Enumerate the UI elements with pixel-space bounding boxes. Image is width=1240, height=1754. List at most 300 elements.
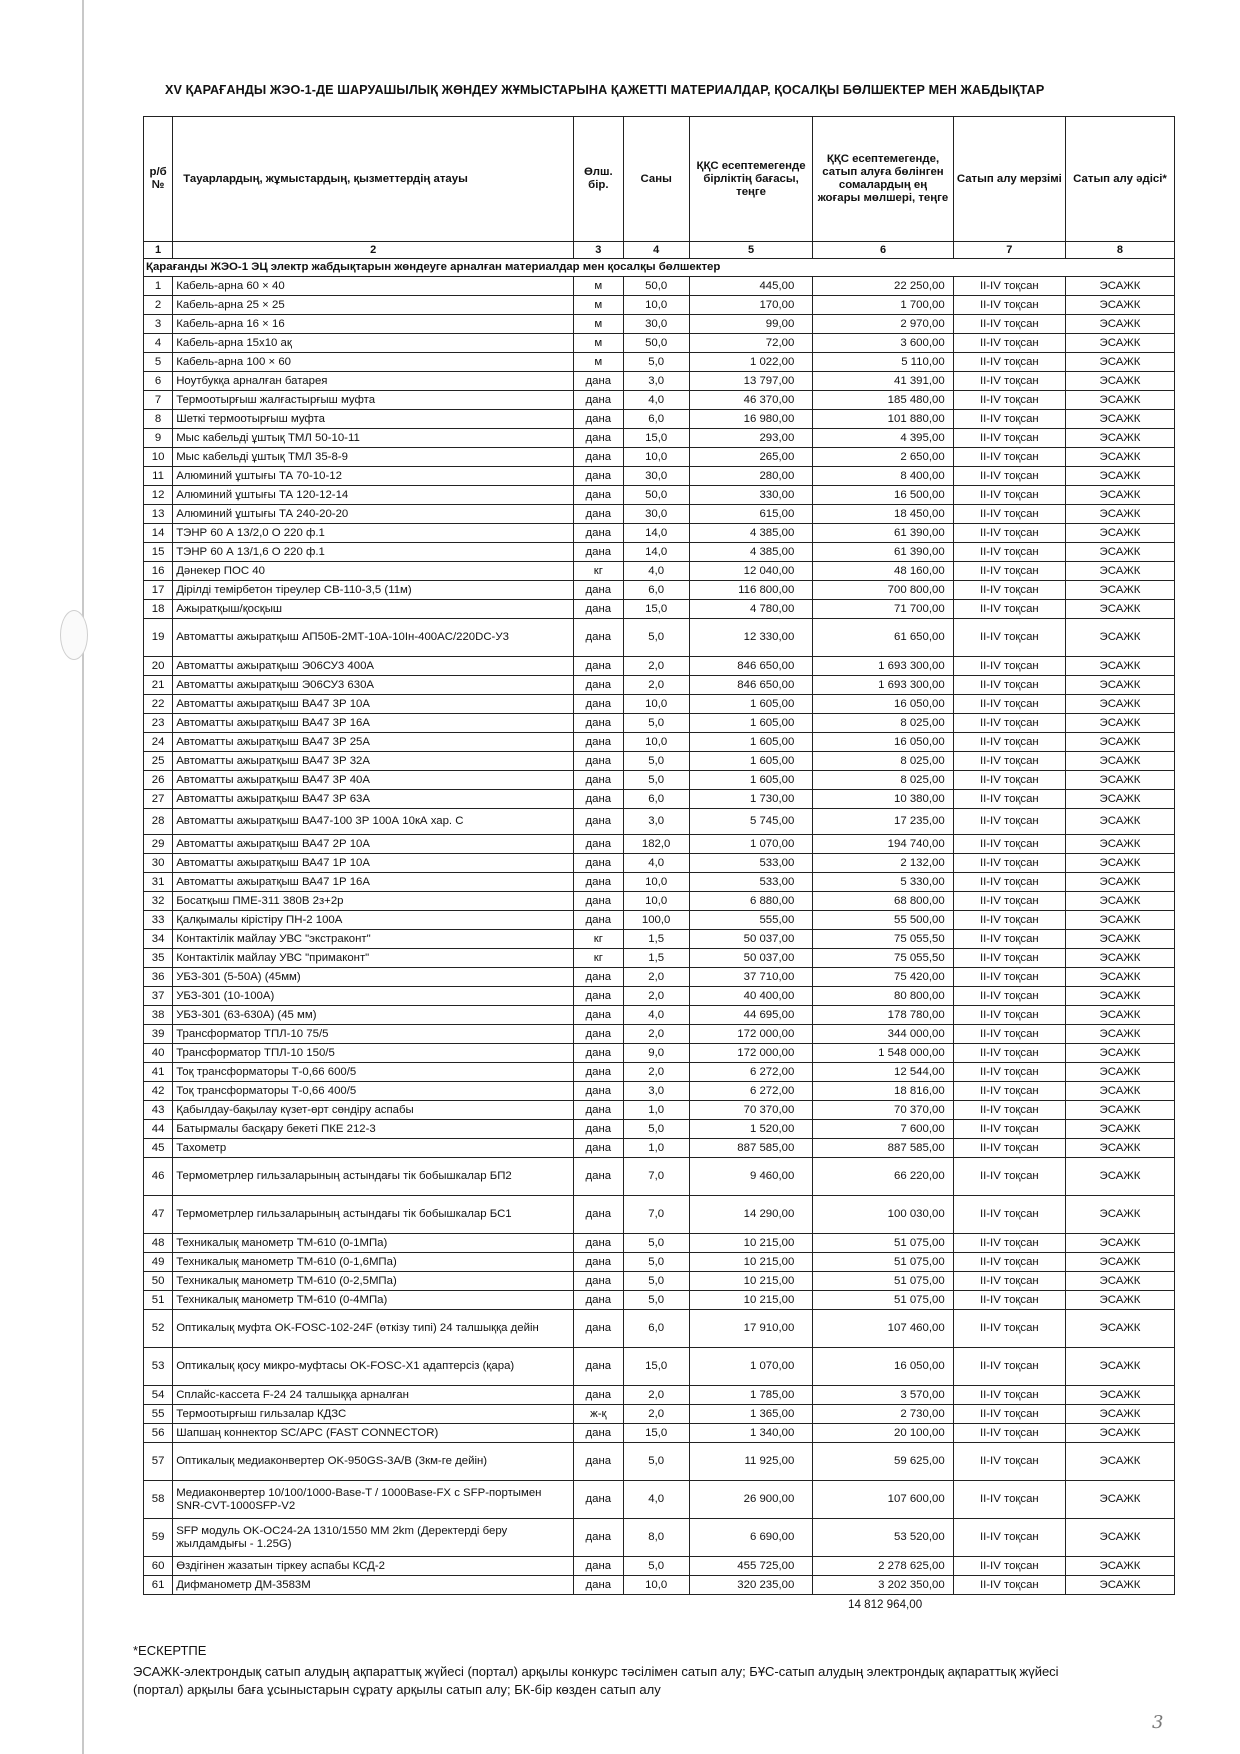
item-purchase-method: ЭСАЖК xyxy=(1065,1424,1174,1443)
item-total-sum: 2 132,00 xyxy=(813,854,953,873)
item-name: Автоматты ажыратқыш ВА47 3Р 40А xyxy=(173,771,574,790)
item-name: УБЗ-301 (5-50А) (45мм) xyxy=(173,968,574,987)
item-purchase-term: II-IV тоқсан xyxy=(953,873,1065,892)
item-name: Оптикалық қосу микро-муфтасы OK-FOSC-X1 адаптерсіз (қара) xyxy=(173,1348,574,1386)
item-purchase-term: II-IV тоқсан xyxy=(953,1443,1065,1481)
item-total-sum: 1 700,00 xyxy=(813,296,953,315)
item-quantity: 10,0 xyxy=(623,733,689,752)
item-unit-price: 16 980,00 xyxy=(689,410,813,429)
item-total-sum: 70 370,00 xyxy=(813,1101,953,1120)
row-number: 59 xyxy=(144,1519,173,1557)
item-unit: дана xyxy=(574,987,623,1006)
item-purchase-method: ЭСАЖК xyxy=(1065,1557,1174,1576)
item-purchase-term: II-IV тоқсан xyxy=(953,1424,1065,1443)
item-purchase-term: II-IV тоқсан xyxy=(953,790,1065,809)
item-total-sum: 8 025,00 xyxy=(813,771,953,790)
table-row xyxy=(144,873,1175,892)
item-name: Дірілді темірбетон тіреулер СВ-110-3,5 (11м) xyxy=(173,581,574,600)
item-unit: дана xyxy=(574,429,623,448)
item-purchase-term: II-IV тоқсан xyxy=(953,1576,1065,1595)
header-name: Тауарлардың, жұмыстардың, қызметтердің атауы xyxy=(173,117,574,242)
item-purchase-method: ЭСАЖК xyxy=(1065,410,1174,429)
item-total-sum: 5 110,00 xyxy=(813,353,953,372)
item-purchase-term: II-IV тоқсан xyxy=(953,315,1065,334)
item-quantity: 2,0 xyxy=(623,968,689,987)
item-total-sum: 7 600,00 xyxy=(813,1120,953,1139)
item-unit-price: 533,00 xyxy=(689,873,813,892)
table-row xyxy=(144,1405,1175,1424)
item-purchase-term: II-IV тоқсан xyxy=(953,1101,1065,1120)
item-quantity: 30,0 xyxy=(623,505,689,524)
item-name: ТЭНР 60 А 13/2,0 О 220 ф.1 xyxy=(173,524,574,543)
item-purchase-method: ЭСАЖК xyxy=(1065,1234,1174,1253)
item-unit: дана xyxy=(574,714,623,733)
item-name: Термометрлер гильзаларының астындағы тік бобышкалар БП2 xyxy=(173,1158,574,1196)
row-number: 45 xyxy=(144,1139,173,1158)
row-number: 52 xyxy=(144,1310,173,1348)
item-purchase-term: II-IV тоқсан xyxy=(953,486,1065,505)
item-purchase-method: ЭСАЖК xyxy=(1065,1481,1174,1519)
item-quantity: 2,0 xyxy=(623,1025,689,1044)
item-unit-price: 445,00 xyxy=(689,277,813,296)
item-quantity: 10,0 xyxy=(623,448,689,467)
item-quantity: 5,0 xyxy=(623,1443,689,1481)
item-total-sum: 55 500,00 xyxy=(813,911,953,930)
table-row xyxy=(144,809,1175,835)
table-row xyxy=(144,315,1175,334)
item-purchase-term: II-IV тоқсан xyxy=(953,353,1065,372)
table-row xyxy=(144,1424,1175,1443)
item-purchase-term: II-IV тоқсан xyxy=(953,911,1065,930)
table-row xyxy=(144,854,1175,873)
row-number: 15 xyxy=(144,543,173,562)
table-row xyxy=(144,892,1175,911)
row-number: 24 xyxy=(144,733,173,752)
item-unit-price: 533,00 xyxy=(689,854,813,873)
table-row xyxy=(144,790,1175,809)
item-unit: дана xyxy=(574,1120,623,1139)
item-purchase-method: ЭСАЖК xyxy=(1065,892,1174,911)
table-row xyxy=(144,1348,1175,1386)
item-total-sum: 1 693 300,00 xyxy=(813,676,953,695)
item-unit-price: 320 235,00 xyxy=(689,1576,813,1595)
item-quantity: 5,0 xyxy=(623,771,689,790)
item-name: Термометрлер гильзаларының астындағы тік бобышкалар БС1 xyxy=(173,1196,574,1234)
table-row xyxy=(144,543,1175,562)
item-unit-price: 1 605,00 xyxy=(689,695,813,714)
item-total-sum: 20 100,00 xyxy=(813,1424,953,1443)
item-name: Автоматты ажыратқыш ВА47 3Р 10А xyxy=(173,695,574,714)
item-quantity: 3,0 xyxy=(623,372,689,391)
item-quantity: 10,0 xyxy=(623,695,689,714)
item-purchase-method: ЭСАЖК xyxy=(1065,391,1174,410)
table-row xyxy=(144,1006,1175,1025)
item-purchase-method: ЭСАЖК xyxy=(1065,968,1174,987)
item-unit: ж-қ xyxy=(574,1405,623,1424)
item-purchase-method: ЭСАЖК xyxy=(1065,873,1174,892)
item-purchase-method: ЭСАЖК xyxy=(1065,429,1174,448)
item-unit-price: 6 272,00 xyxy=(689,1082,813,1101)
item-purchase-term: II-IV тоқсан xyxy=(953,581,1065,600)
item-name: Оптикалық муфта OK-FOSC-102-24F (өткізу типі) 24 талшыққа дейін xyxy=(173,1310,574,1348)
item-purchase-method: ЭСАЖК xyxy=(1065,448,1174,467)
item-unit-price: 70 370,00 xyxy=(689,1101,813,1120)
table-row xyxy=(144,1044,1175,1063)
item-unit-price: 4 780,00 xyxy=(689,600,813,619)
item-unit-price: 10 215,00 xyxy=(689,1272,813,1291)
row-number: 16 xyxy=(144,562,173,581)
item-quantity: 10,0 xyxy=(623,296,689,315)
item-unit: кг xyxy=(574,562,623,581)
item-purchase-method: ЭСАЖК xyxy=(1065,1310,1174,1348)
row-number: 30 xyxy=(144,854,173,873)
table-row xyxy=(144,1120,1175,1139)
item-total-sum: 3 202 350,00 xyxy=(813,1576,953,1595)
item-total-sum: 18 816,00 xyxy=(813,1082,953,1101)
item-unit-price: 26 900,00 xyxy=(689,1481,813,1519)
table-row xyxy=(144,1234,1175,1253)
row-number: 39 xyxy=(144,1025,173,1044)
item-unit: дана xyxy=(574,1158,623,1196)
row-number: 58 xyxy=(144,1481,173,1519)
item-unit-price: 6 880,00 xyxy=(689,892,813,911)
item-purchase-term: II-IV тоқсан xyxy=(953,1120,1065,1139)
item-total-sum: 2 650,00 xyxy=(813,448,953,467)
item-name: Трансформатор ТПЛ-10 150/5 xyxy=(173,1044,574,1063)
item-purchase-term: II-IV тоқсан xyxy=(953,1348,1065,1386)
item-quantity: 7,0 xyxy=(623,1158,689,1196)
item-unit: м xyxy=(574,353,623,372)
table-row xyxy=(144,277,1175,296)
item-quantity: 5,0 xyxy=(623,1120,689,1139)
table-row xyxy=(144,1101,1175,1120)
item-total-sum: 12 544,00 xyxy=(813,1063,953,1082)
item-name: Қалқымалы кірістіру ПН-2 100А xyxy=(173,911,574,930)
item-unit-price: 6 690,00 xyxy=(689,1519,813,1557)
item-purchase-term: II-IV тоқсан xyxy=(953,676,1065,695)
item-unit: дана xyxy=(574,1557,623,1576)
item-unit-price: 5 745,00 xyxy=(689,809,813,835)
row-number: 47 xyxy=(144,1196,173,1234)
item-total-sum: 51 075,00 xyxy=(813,1234,953,1253)
item-purchase-method: ЭСАЖК xyxy=(1065,1272,1174,1291)
item-total-sum: 178 780,00 xyxy=(813,1006,953,1025)
item-name: Медиаконвертер 10/100/1000-Base-T / 1000Base-FX с SFP-портымен SNR-CVT-1000SFP-V2 xyxy=(173,1481,574,1519)
item-quantity: 2,0 xyxy=(623,987,689,1006)
item-unit: м xyxy=(574,296,623,315)
row-number: 54 xyxy=(144,1386,173,1405)
row-number: 29 xyxy=(144,835,173,854)
item-unit-price: 46 370,00 xyxy=(689,391,813,410)
table-row xyxy=(144,296,1175,315)
item-quantity: 30,0 xyxy=(623,467,689,486)
item-unit-price: 172 000,00 xyxy=(689,1044,813,1063)
table-row xyxy=(144,1386,1175,1405)
row-number: 37 xyxy=(144,987,173,1006)
header-unit: Өлш. бір. xyxy=(574,117,623,242)
item-name: Кабель-арна 25 × 25 xyxy=(173,296,574,315)
item-total-sum: 5 330,00 xyxy=(813,873,953,892)
row-number: 7 xyxy=(144,391,173,410)
item-unit: дана xyxy=(574,873,623,892)
item-quantity: 182,0 xyxy=(623,835,689,854)
table-row xyxy=(144,1576,1175,1595)
row-number: 43 xyxy=(144,1101,173,1120)
page-number: 3 xyxy=(1152,1712,1164,1733)
row-number: 20 xyxy=(144,657,173,676)
table-row xyxy=(144,1082,1175,1101)
item-quantity: 4,0 xyxy=(623,1006,689,1025)
table-row xyxy=(144,619,1175,657)
row-number: 1 xyxy=(144,277,173,296)
item-unit: дана xyxy=(574,410,623,429)
item-quantity: 2,0 xyxy=(623,1405,689,1424)
row-number: 51 xyxy=(144,1291,173,1310)
item-total-sum: 2 730,00 xyxy=(813,1405,953,1424)
column-number: 1 xyxy=(144,242,173,259)
item-quantity: 2,0 xyxy=(623,657,689,676)
item-unit: дана xyxy=(574,1196,623,1234)
item-unit-price: 887 585,00 xyxy=(689,1139,813,1158)
header-qty: Саны xyxy=(623,117,689,242)
item-unit: дана xyxy=(574,790,623,809)
item-name: Өздігінен жазатын тіркеу аспабы КСД-2 xyxy=(173,1557,574,1576)
item-purchase-method: ЭСАЖК xyxy=(1065,1006,1174,1025)
item-name: Техникалық манометр ТМ-610 (0-4МПа) xyxy=(173,1291,574,1310)
item-unit: дана xyxy=(574,892,623,911)
item-purchase-term: II-IV тоқсан xyxy=(953,835,1065,854)
item-purchase-method: ЭСАЖК xyxy=(1065,372,1174,391)
item-name: УБЗ-301 (63-630А) (45 мм) xyxy=(173,1006,574,1025)
item-unit-price: 1 022,00 xyxy=(689,353,813,372)
item-total-sum: 59 625,00 xyxy=(813,1443,953,1481)
table-row xyxy=(144,771,1175,790)
item-quantity: 15,0 xyxy=(623,600,689,619)
item-unit-price: 1 730,00 xyxy=(689,790,813,809)
row-number: 35 xyxy=(144,949,173,968)
item-quantity: 5,0 xyxy=(623,714,689,733)
table-row xyxy=(144,600,1175,619)
item-total-sum: 700 800,00 xyxy=(813,581,953,600)
item-unit: дана xyxy=(574,1063,623,1082)
column-number: 6 xyxy=(813,242,953,259)
item-name: Ноутбукқа арналған батарея xyxy=(173,372,574,391)
item-unit-price: 17 910,00 xyxy=(689,1310,813,1348)
item-total-sum: 2 278 625,00 xyxy=(813,1557,953,1576)
item-purchase-term: II-IV тоқсан xyxy=(953,467,1065,486)
item-unit-price: 1 605,00 xyxy=(689,771,813,790)
row-number: 19 xyxy=(144,619,173,657)
item-total-sum: 17 235,00 xyxy=(813,809,953,835)
item-quantity: 9,0 xyxy=(623,1044,689,1063)
row-number: 13 xyxy=(144,505,173,524)
item-unit-price: 1 070,00 xyxy=(689,1348,813,1386)
item-quantity: 100,0 xyxy=(623,911,689,930)
item-quantity: 10,0 xyxy=(623,892,689,911)
item-quantity: 1,0 xyxy=(623,1101,689,1120)
table-row xyxy=(144,676,1175,695)
row-number: 33 xyxy=(144,911,173,930)
item-purchase-method: ЭСАЖК xyxy=(1065,1044,1174,1063)
item-name: Тахометр xyxy=(173,1139,574,1158)
item-purchase-method: ЭСАЖК xyxy=(1065,562,1174,581)
item-quantity: 5,0 xyxy=(623,353,689,372)
item-total-sum: 61 390,00 xyxy=(813,543,953,562)
punch-hole xyxy=(60,610,88,660)
item-purchase-term: II-IV тоқсан xyxy=(953,1025,1065,1044)
item-unit: м xyxy=(574,334,623,353)
item-unit: дана xyxy=(574,467,623,486)
table-row xyxy=(144,1253,1175,1272)
item-unit-price: 10 215,00 xyxy=(689,1291,813,1310)
item-unit: дана xyxy=(574,1006,623,1025)
item-purchase-term: II-IV тоқсан xyxy=(953,1557,1065,1576)
item-purchase-term: II-IV тоқсан xyxy=(953,1234,1065,1253)
item-unit-price: 455 725,00 xyxy=(689,1557,813,1576)
table-row xyxy=(144,372,1175,391)
item-purchase-term: II-IV тоқсан xyxy=(953,657,1065,676)
item-name: Кабель-арна 16 × 16 xyxy=(173,315,574,334)
item-purchase-term: II-IV тоқсан xyxy=(953,892,1065,911)
item-purchase-method: ЭСАЖК xyxy=(1065,987,1174,1006)
item-unit: дана xyxy=(574,809,623,835)
item-purchase-term: II-IV тоқсан xyxy=(953,1158,1065,1196)
item-unit: дана xyxy=(574,619,623,657)
item-purchase-method: ЭСАЖК xyxy=(1065,1405,1174,1424)
item-quantity: 5,0 xyxy=(623,1234,689,1253)
item-name: Шеткі термоотырғыш муфта xyxy=(173,410,574,429)
item-quantity: 5,0 xyxy=(623,1253,689,1272)
item-name: Шапшаң коннектор SC/APC (FAST CONNECTOR) xyxy=(173,1424,574,1443)
item-quantity: 15,0 xyxy=(623,429,689,448)
item-name: Автоматты ажыратқыш ВА47 3Р 32А xyxy=(173,752,574,771)
row-number: 18 xyxy=(144,600,173,619)
row-number: 26 xyxy=(144,771,173,790)
item-total-sum: 75 055,50 xyxy=(813,949,953,968)
item-quantity: 4,0 xyxy=(623,562,689,581)
item-purchase-method: ЭСАЖК xyxy=(1065,1063,1174,1082)
item-purchase-term: II-IV тоқсан xyxy=(953,1253,1065,1272)
item-name: Оптикалық медиаконвертер OK-950GS-3A/B (3км-ге дейін) xyxy=(173,1443,574,1481)
item-purchase-term: II-IV тоқсан xyxy=(953,1519,1065,1557)
item-unit-price: 4 385,00 xyxy=(689,543,813,562)
row-number: 55 xyxy=(144,1405,173,1424)
item-unit: дана xyxy=(574,1272,623,1291)
item-unit-price: 330,00 xyxy=(689,486,813,505)
table-row xyxy=(144,733,1175,752)
row-number: 44 xyxy=(144,1120,173,1139)
item-unit: дана xyxy=(574,771,623,790)
item-quantity: 6,0 xyxy=(623,1310,689,1348)
item-total-sum: 16 050,00 xyxy=(813,1348,953,1386)
item-unit: дана xyxy=(574,1025,623,1044)
item-unit-price: 12 330,00 xyxy=(689,619,813,657)
item-unit-price: 280,00 xyxy=(689,467,813,486)
item-name: УБЗ-301 (10-100А) xyxy=(173,987,574,1006)
row-number: 40 xyxy=(144,1044,173,1063)
item-unit-price: 9 460,00 xyxy=(689,1158,813,1196)
row-number: 6 xyxy=(144,372,173,391)
item-purchase-method: ЭСАЖК xyxy=(1065,695,1174,714)
row-number: 53 xyxy=(144,1348,173,1386)
item-total-sum: 2 970,00 xyxy=(813,315,953,334)
item-purchase-term: II-IV тоқсан xyxy=(953,854,1065,873)
row-number: 36 xyxy=(144,968,173,987)
item-name: Контактілік майлау УВС "примаконт" xyxy=(173,949,574,968)
column-number: 4 xyxy=(623,242,689,259)
item-unit: дана xyxy=(574,676,623,695)
item-unit-price: 37 710,00 xyxy=(689,968,813,987)
row-number: 38 xyxy=(144,1006,173,1025)
item-unit-price: 172 000,00 xyxy=(689,1025,813,1044)
item-purchase-term: II-IV тоқсан xyxy=(953,1272,1065,1291)
item-unit-price: 846 650,00 xyxy=(689,676,813,695)
item-name: Автоматты ажыратқыш Э06СУ3 400А xyxy=(173,657,574,676)
item-purchase-term: II-IV тоқсан xyxy=(953,429,1065,448)
item-total-sum: 3 600,00 xyxy=(813,334,953,353)
item-quantity: 8,0 xyxy=(623,1519,689,1557)
item-unit: дана xyxy=(574,968,623,987)
item-quantity: 14,0 xyxy=(623,524,689,543)
item-purchase-method: ЭСАЖК xyxy=(1065,1139,1174,1158)
item-purchase-method: ЭСАЖК xyxy=(1065,714,1174,733)
column-number-row xyxy=(144,242,1175,259)
header-price: ҚҚС есептемегенде бірліктің бағасы, теңге xyxy=(689,117,813,242)
item-purchase-term: II-IV тоқсан xyxy=(953,809,1065,835)
item-total-sum: 61 390,00 xyxy=(813,524,953,543)
item-name: Трансформатор ТПЛ-10 75/5 xyxy=(173,1025,574,1044)
table-row xyxy=(144,752,1175,771)
item-total-sum: 66 220,00 xyxy=(813,1158,953,1196)
column-number: 3 xyxy=(574,242,623,259)
item-purchase-method: ЭСАЖК xyxy=(1065,600,1174,619)
item-total-sum: 10 380,00 xyxy=(813,790,953,809)
item-purchase-term: II-IV тоқсан xyxy=(953,968,1065,987)
item-unit: дана xyxy=(574,448,623,467)
item-purchase-method: ЭСАЖК xyxy=(1065,1082,1174,1101)
item-total-sum: 101 880,00 xyxy=(813,410,953,429)
item-purchase-method: ЭСАЖК xyxy=(1065,1519,1174,1557)
item-quantity: 10,0 xyxy=(623,1576,689,1595)
row-number: 48 xyxy=(144,1234,173,1253)
table-row xyxy=(144,1196,1175,1234)
item-purchase-term: II-IV тоқсан xyxy=(953,714,1065,733)
item-name: Ажыратқыш/қосқыш xyxy=(173,600,574,619)
item-unit-price: 10 215,00 xyxy=(689,1234,813,1253)
header-term: Сатып алу мерзімі xyxy=(953,117,1065,242)
item-quantity: 2,0 xyxy=(623,1063,689,1082)
row-number: 21 xyxy=(144,676,173,695)
item-name: Босатқыш ПМЕ-311 380В 2з+2р xyxy=(173,892,574,911)
item-unit: м xyxy=(574,315,623,334)
row-number: 27 xyxy=(144,790,173,809)
table-row xyxy=(144,562,1175,581)
item-unit: дана xyxy=(574,1310,623,1348)
table-row xyxy=(144,581,1175,600)
column-number: 7 xyxy=(953,242,1065,259)
item-purchase-method: ЭСАЖК xyxy=(1065,752,1174,771)
note-title: *ЕСКЕРТПЕ xyxy=(133,1643,207,1658)
item-total-sum: 887 585,00 xyxy=(813,1139,953,1158)
item-unit-price: 4 385,00 xyxy=(689,524,813,543)
item-unit: дана xyxy=(574,854,623,873)
row-number: 8 xyxy=(144,410,173,429)
table-row xyxy=(144,1310,1175,1348)
item-name: SFP модуль OK-OC24-2A 1310/1550 MM 2km (Деректерді беру жылдамдығы - 1.25G) xyxy=(173,1519,574,1557)
table-row xyxy=(144,391,1175,410)
item-name: Автоматты ажыратқыш ВА47 1Р 16А xyxy=(173,873,574,892)
item-quantity: 5,0 xyxy=(623,1272,689,1291)
